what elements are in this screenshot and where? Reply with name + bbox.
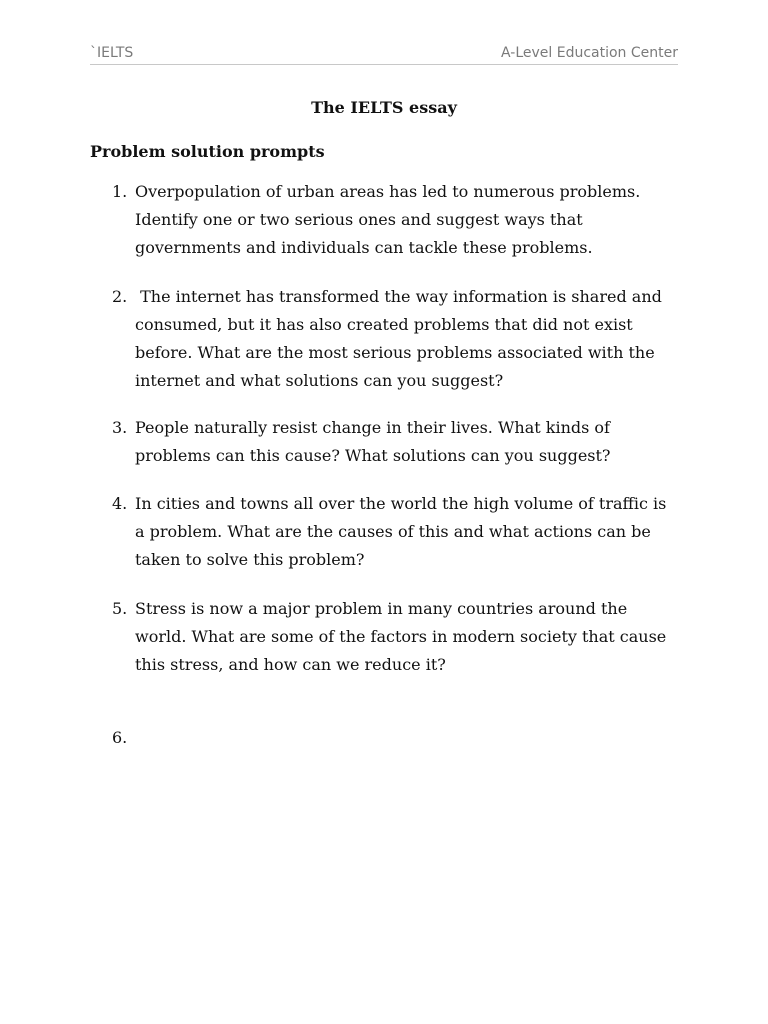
prompt-text: The internet has transformed the way information is shared and consumed, but it has also created problems that did not exist before. What are the most serious problems associated with the internet and what solutions can you suggest? [135,287,662,390]
prompt-item-3 [90,414,690,470]
prompt-text: Stress is now a major problem in many countries around the world. What are some of the factors in modern society that cause this stress, and how can we reduce it? [135,599,667,674]
prompt-item-2 [90,283,690,395]
prompt-number: 5. [112,599,128,618]
document-title: The IELTS essay [311,98,457,117]
prompt-number: 6. [112,728,128,747]
prompt-item-4 [90,490,690,574]
page-header [90,44,678,65]
prompt-number: 2. [112,287,128,306]
prompt-number: 1. [112,182,128,201]
header-organization-label: A-Level Education Center [501,45,678,61]
header-course-label: `IELTS [90,45,134,61]
prompt-text: In cities and towns all over the world the high volume of traffic is a problem. What are the causes of this and what actions can be taken to solve this problem? [135,494,667,569]
prompt-item-5 [90,595,690,679]
section-heading: Problem solution prompts [90,142,325,161]
prompt-item-1 [90,178,690,262]
prompt-text: People naturally resist change in their lives. What kinds of problems can this cause? What solutions can you suggest? [135,418,611,465]
prompt-text: Overpopulation of urban areas has led to numerous problems. Identify one or two serious ones and suggest ways that governments and individuals can tackle these problems. [135,182,641,257]
prompt-number: 4. [112,494,128,513]
prompt-number: 3. [112,418,128,437]
